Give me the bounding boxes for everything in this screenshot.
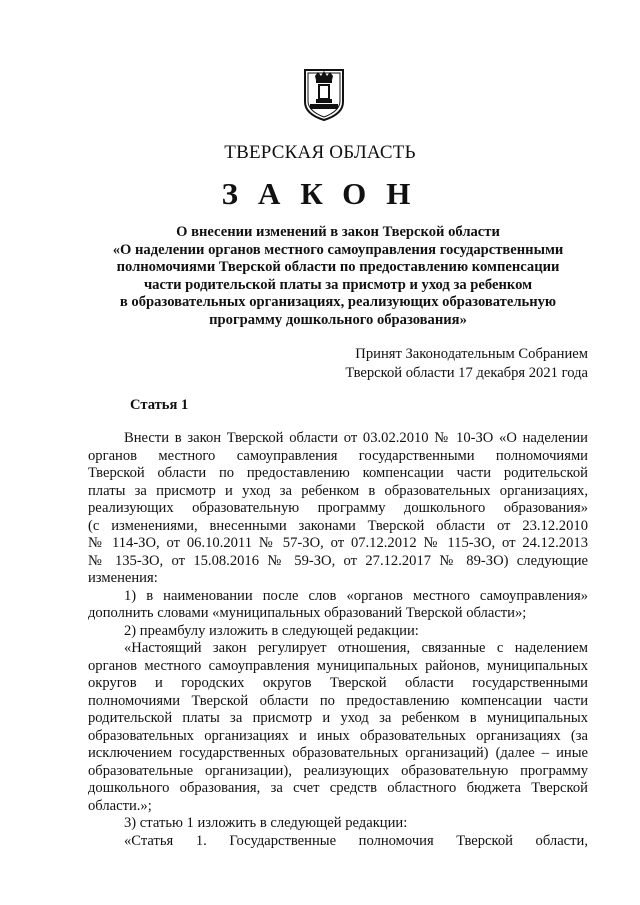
article-body bbox=[88, 430, 588, 850]
subject-line: полномочиями Тверской области по предоставлению компенсации bbox=[116, 259, 560, 276]
document-type-title: ЗАКОН bbox=[221, 176, 431, 211]
body-line: дополнить словами «муниципальных образований Тверской области»; bbox=[88, 605, 527, 621]
subject-line: части родительской платы за присмотр и уход за ребенком bbox=[143, 276, 533, 293]
body-line: органов местного самоуправления муниципальных районов, муниципальных bbox=[88, 657, 588, 674]
body-line: образовательные организации), реализующих образовательную программу bbox=[88, 762, 588, 779]
body-line: Тверской области по предоставлению компенсации части родительской bbox=[88, 465, 588, 481]
body-line: № 114-ЗО, от 06.10.2011 № 57-ЗО, от 07.12.2012 № 115-ЗО, от 24.12.2013 bbox=[88, 535, 588, 551]
body-line: «Настоящий закон регулирует отношения, связанные с наделением bbox=[124, 640, 588, 656]
region-title: ТВЕРСКАЯ ОБЛАСТЬ bbox=[224, 142, 416, 163]
body-line: 1) в наименовании после слов «органов местного самоуправления» bbox=[124, 587, 588, 604]
body-line: платы за присмотр и уход за ребенком в образовательных организациях, bbox=[88, 482, 588, 499]
body-line: образовательных организациях и иных образовательных организациях (за bbox=[88, 727, 588, 744]
body-line: исключением государственных образовательных организаций) (далее – иные bbox=[88, 745, 588, 761]
body-line: реализующих образовательную программу дошкольного образования» bbox=[88, 500, 588, 516]
subject-line: О внесении изменений в закон Тверской области bbox=[176, 224, 500, 240]
body-line: 3) статью 1 изложить в следующей редакции: bbox=[124, 815, 408, 831]
body-line: органов местного самоуправления государственными полномочиями bbox=[88, 447, 588, 464]
subject-line: в образовательных организациях, реализующих образовательную bbox=[119, 294, 557, 311]
adoption-note bbox=[345, 345, 588, 382]
adoption-line: Тверской области 17 декабря 2021 года bbox=[345, 364, 588, 381]
body-line: 2) преамбулу изложить в следующей редакции: bbox=[124, 622, 419, 639]
body-line: «Статья 1. Государственные полномочия Тверской области, bbox=[124, 832, 588, 849]
body-line: изменения: bbox=[88, 570, 158, 586]
law-subject bbox=[88, 224, 588, 330]
subject-line: программу дошкольного образования» bbox=[209, 311, 467, 328]
subject-line: «О наделении органов местного самоуправления государственными bbox=[112, 241, 564, 258]
body-line: (с изменениями, внесенными законами Тверской области от 23.12.2010 bbox=[88, 517, 588, 534]
body-line: полномочиями Тверской области по предоставлению компенсации части bbox=[88, 692, 588, 709]
body-line: родительской платы за присмотр и уход за ребенком в муниципальных bbox=[88, 710, 588, 726]
body-line: области.»; bbox=[88, 797, 152, 814]
adoption-line: Принят Законодательным Собранием bbox=[355, 346, 588, 362]
coat-of-arms-emblem bbox=[302, 66, 346, 122]
body-line: дошкольного образования, за счет средств областного бюджета Тверской bbox=[88, 780, 588, 796]
body-line: округов и городских округов Тверской области государственными bbox=[88, 675, 588, 691]
body-line: Внести в закон Тверской области от 03.02.2010 № 10-ЗО «О наделении bbox=[124, 430, 588, 446]
article-heading: Статья 1 bbox=[130, 397, 189, 413]
body-line: № 135-ЗО, от 15.08.2016 № 59-ЗО, от 27.12.2017 № 89-ЗО) следующие bbox=[88, 552, 588, 569]
